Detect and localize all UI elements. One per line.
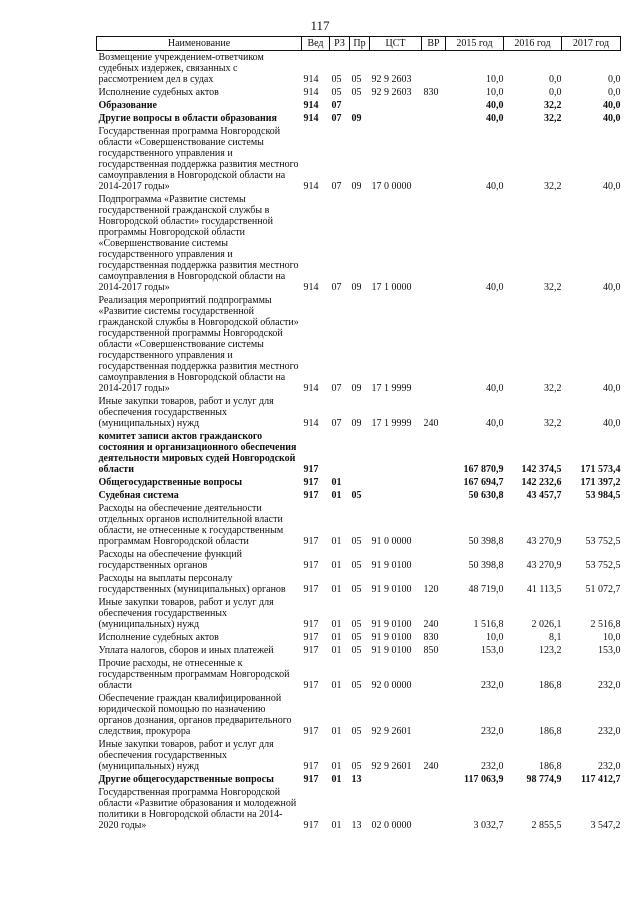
cell-name: Государственная программа Новгородской области «Совершенствование системы государственного управления и государственная поддержка развития местного самоуправления в Новгородской области на 2014-2017 годы» xyxy=(98,126,299,192)
cell-pr: 05 xyxy=(351,632,362,643)
cell-2017: 171 573,4 xyxy=(580,464,621,475)
cell-rz: 01 xyxy=(331,584,342,595)
table-row xyxy=(97,294,621,395)
cell-vr: 240 xyxy=(423,761,439,772)
cell-ved: 917 xyxy=(303,726,319,737)
cell-2017: 153,0 xyxy=(598,645,621,656)
table-row xyxy=(97,112,621,125)
cell-name: Возмещение учреждением-ответчиком судебных издержек, связанных с рассмотрением дел в судах xyxy=(98,52,264,85)
cell-2017: 40,0 xyxy=(603,418,621,429)
budget-table xyxy=(96,36,621,832)
cell-2015: 232,0 xyxy=(481,761,504,772)
cell-name: Расходы на обеспечение функций государственных органов xyxy=(98,549,242,571)
cell-pr: 05 xyxy=(351,536,362,547)
cell-2015: 40,0 xyxy=(486,113,504,124)
cell-pr xyxy=(350,99,370,112)
cell-ved: 917 xyxy=(303,536,319,547)
cell-vr xyxy=(422,430,446,476)
cell-name: Иные закупки товаров, работ и услуг для обеспечения государственных (муниципальных) нужд xyxy=(98,597,274,630)
cell-2016: 41 113,5 xyxy=(526,584,562,595)
cell-rz: 01 xyxy=(331,820,342,831)
cell-vr xyxy=(422,193,446,294)
cell-cst xyxy=(370,773,422,786)
cell-rz: 07 xyxy=(331,181,342,192)
table-row xyxy=(97,773,621,786)
cell-cst xyxy=(370,112,422,125)
cell-2015: 10,0 xyxy=(486,74,504,85)
cell-2016: 43 270,9 xyxy=(526,536,562,547)
cell-vr xyxy=(422,294,446,395)
table-row xyxy=(97,572,621,596)
cell-ved: 917 xyxy=(303,761,319,772)
cell-rz: 01 xyxy=(331,619,342,630)
cell-2015: 167 694,7 xyxy=(463,477,504,488)
cell-2015: 1 516,8 xyxy=(473,619,504,630)
cell-2015: 3 032,7 xyxy=(473,820,504,831)
cell-2017: 40,0 xyxy=(603,181,621,192)
cell-2015: 167 870,9 xyxy=(463,464,504,475)
cell-2017: 232,0 xyxy=(598,726,621,737)
cell-name: Исполнение судебных актов xyxy=(98,87,219,98)
cell-2015: 48 719,0 xyxy=(468,584,504,595)
cell-ved: 917 xyxy=(303,584,319,595)
cell-cst: 17 1 9999 xyxy=(371,418,412,429)
header-2017: 2017 год xyxy=(562,37,621,51)
cell-ved: 917 xyxy=(303,632,319,643)
table-row xyxy=(97,502,621,548)
cell-2015: 50 630,8 xyxy=(468,490,504,501)
header-pr: Пр xyxy=(350,37,370,51)
cell-2016: 2 026,1 xyxy=(531,619,562,630)
table-header xyxy=(97,37,621,51)
cell-cst: 92 0 0000 xyxy=(371,680,412,691)
cell-2016: 32,2 xyxy=(544,113,562,124)
cell-pr: 09 xyxy=(351,181,362,192)
cell-cst: 91 9 0100 xyxy=(371,632,412,643)
cell-pr: 05 xyxy=(351,726,362,737)
cell-cst xyxy=(370,489,422,502)
table-row xyxy=(97,548,621,572)
cell-cst: 92 9 2603 xyxy=(371,74,412,85)
cell-cst: 91 9 0100 xyxy=(371,584,412,595)
cell-ved: 914 xyxy=(303,74,319,85)
cell-rz: 01 xyxy=(331,680,342,691)
cell-vr xyxy=(422,112,446,125)
cell-2016: 32,2 xyxy=(544,418,562,429)
header-2015: 2015 год xyxy=(446,37,504,51)
cell-rz: 07 xyxy=(331,418,342,429)
cell-name: Образование xyxy=(98,100,157,111)
cell-2016: 142 232,6 xyxy=(521,477,562,488)
cell-name: Иные закупки товаров, работ и услуг для обеспечения государственных (муниципальных) нужд xyxy=(98,396,274,429)
cell-name: Расходы на обеспечение деятельности отдельных органов исполнительной власти области, не отнесенные к государственным программам Новгородской области xyxy=(98,503,284,547)
cell-2016: 8,1 xyxy=(549,632,562,643)
cell-pr: 05 xyxy=(351,560,362,571)
cell-vr xyxy=(422,502,446,548)
cell-cst xyxy=(370,99,422,112)
cell-vr: 240 xyxy=(423,418,439,429)
cell-rz: 01 xyxy=(331,560,342,571)
cell-pr: 09 xyxy=(351,418,362,429)
cell-ved: 914 xyxy=(303,181,319,192)
cell-vr xyxy=(422,692,446,738)
cell-cst xyxy=(370,476,422,489)
table-row xyxy=(97,125,621,193)
cell-ved: 917 xyxy=(303,490,319,501)
header-name: Наименование xyxy=(97,37,302,51)
table-body xyxy=(97,51,621,833)
cell-name: Обеспечение граждан квалифицированной юридической помощью по назначению органов дознания, органов предварительного следствия, прокурора xyxy=(98,693,292,737)
cell-name: Реализация мероприятий подпрограммы «Развитие системы государственной гражданской службы в Новгородской области» государственной программы Новгородской области «Совершенствование системы государственного управления и государственная поддержка развития местного самоуправления в Новгородской области на 2014-2017 годы» xyxy=(98,295,299,394)
cell-ved: 917 xyxy=(303,774,319,785)
cell-pr: 13 xyxy=(351,774,362,785)
cell-2016: 43 270,9 xyxy=(526,560,562,571)
cell-ved: 917 xyxy=(303,619,319,630)
table-row xyxy=(97,99,621,112)
cell-2017: 117 412,7 xyxy=(581,774,621,785)
header-cst: ЦСТ xyxy=(370,37,422,51)
cell-rz: 05 xyxy=(331,87,342,98)
cell-pr: 13 xyxy=(351,820,362,831)
cell-pr: 05 xyxy=(351,680,362,691)
cell-2017: 53 984,5 xyxy=(585,490,621,501)
cell-2016: 43 457,7 xyxy=(526,490,562,501)
cell-vr: 830 xyxy=(423,87,439,98)
cell-rz: 01 xyxy=(331,536,342,547)
cell-ved: 914 xyxy=(303,113,319,124)
cell-rz: 01 xyxy=(331,490,342,501)
cell-pr: 09 xyxy=(351,113,362,124)
cell-rz: 01 xyxy=(331,645,342,656)
cell-pr xyxy=(350,476,370,489)
cell-name: Исполнение судебных актов xyxy=(98,632,219,643)
cell-2016: 32,2 xyxy=(544,282,562,293)
cell-rz: 01 xyxy=(331,726,342,737)
cell-2017: 232,0 xyxy=(598,680,621,691)
cell-name: комитет записи актов гражданского состояния и организационного обеспечения деятельности мировых судей Новгородской области xyxy=(98,431,297,475)
cell-2016: 0,0 xyxy=(549,74,562,85)
cell-2016: 142 374,5 xyxy=(521,464,562,475)
cell-cst: 92 9 2601 xyxy=(371,761,412,772)
cell-rz: 01 xyxy=(331,632,342,643)
cell-pr: 05 xyxy=(351,645,362,656)
cell-pr: 09 xyxy=(351,383,362,394)
table-row xyxy=(97,430,621,476)
cell-pr: 05 xyxy=(351,619,362,630)
cell-2016: 123,2 xyxy=(539,645,562,656)
cell-2015: 232,0 xyxy=(481,726,504,737)
cell-2017: 40,0 xyxy=(603,282,621,293)
cell-vr xyxy=(422,489,446,502)
cell-name: Иные закупки товаров, работ и услуг для обеспечения государственных (муниципальных) нужд xyxy=(98,739,274,772)
cell-2017: 171 397,2 xyxy=(580,477,621,488)
cell-2017: 3 547,2 xyxy=(590,820,621,831)
cell-2017: 51 072,7 xyxy=(585,584,621,595)
cell-2017: 232,0 xyxy=(598,761,621,772)
table-row xyxy=(97,657,621,692)
cell-2015: 40,0 xyxy=(486,181,504,192)
table-row xyxy=(97,631,621,644)
header-2016: 2016 год xyxy=(504,37,562,51)
cell-ved: 914 xyxy=(303,282,319,293)
cell-rz xyxy=(330,430,350,476)
cell-vr xyxy=(422,125,446,193)
header-vr: ВР xyxy=(422,37,446,51)
cell-cst: 92 9 2601 xyxy=(371,726,412,737)
cell-vr xyxy=(422,99,446,112)
cell-2017: 10,0 xyxy=(603,632,621,643)
cell-name: Уплата налогов, сборов и иных платежей xyxy=(98,645,274,656)
cell-ved: 917 xyxy=(303,820,319,831)
cell-name: Расходы на выплаты персоналу государственных (муниципальных) органов xyxy=(98,573,286,595)
cell-2017: 40,0 xyxy=(603,383,621,394)
cell-cst: 91 9 0100 xyxy=(371,560,412,571)
table-row xyxy=(97,738,621,773)
cell-rz: 07 xyxy=(331,100,342,111)
cell-vr xyxy=(422,51,446,87)
cell-ved: 914 xyxy=(303,87,319,98)
cell-rz: 07 xyxy=(331,113,342,124)
cell-2015: 40,0 xyxy=(486,383,504,394)
cell-cst: 91 9 0100 xyxy=(371,619,412,630)
cell-ved: 914 xyxy=(303,418,319,429)
cell-name: Государственная программа Новгородской области «Развитие образования и молодежной политики в Новгородской области на 2014-2020 годы» xyxy=(98,787,297,831)
cell-rz: 01 xyxy=(331,477,342,488)
cell-name: Другие вопросы в области образования xyxy=(98,113,277,124)
cell-cst: 02 0 0000 xyxy=(371,820,412,831)
table-row xyxy=(97,786,621,832)
header-row xyxy=(97,37,621,51)
cell-2016: 32,2 xyxy=(544,100,562,111)
cell-rz: 05 xyxy=(331,74,342,85)
cell-2016: 98 774,9 xyxy=(526,774,562,785)
cell-2015: 10,0 xyxy=(486,87,504,98)
cell-rz: 01 xyxy=(331,761,342,772)
cell-cst: 92 9 2603 xyxy=(371,87,412,98)
cell-2015: 117 063,9 xyxy=(464,774,504,785)
cell-name: Судебная система xyxy=(98,490,179,501)
cell-2016: 186,8 xyxy=(539,726,562,737)
cell-2017: 0,0 xyxy=(608,74,621,85)
cell-2015: 153,0 xyxy=(481,645,504,656)
cell-2017: 40,0 xyxy=(603,100,621,111)
table-row xyxy=(97,489,621,502)
cell-name: Другие общегосударственные вопросы xyxy=(98,774,274,785)
cell-cst: 17 0 0000 xyxy=(371,181,412,192)
page-number: 117 xyxy=(310,18,330,33)
cell-2017: 40,0 xyxy=(603,113,621,124)
cell-2016: 32,2 xyxy=(544,383,562,394)
cell-2016: 2 855,5 xyxy=(531,820,562,831)
cell-cst: 17 1 0000 xyxy=(371,282,412,293)
cell-cst xyxy=(370,430,422,476)
cell-ved: 917 xyxy=(303,560,319,571)
cell-2017: 2 516,8 xyxy=(590,619,621,630)
cell-vr xyxy=(422,786,446,832)
cell-2015: 50 398,8 xyxy=(468,536,504,547)
header-ved: Вед xyxy=(302,37,330,51)
header-rz: РЗ xyxy=(330,37,350,51)
cell-vr xyxy=(422,476,446,489)
cell-2015: 40,0 xyxy=(486,418,504,429)
cell-vr xyxy=(422,548,446,572)
table-row xyxy=(97,395,621,430)
cell-cst: 91 9 0100 xyxy=(371,645,412,656)
cell-rz: 07 xyxy=(331,383,342,394)
cell-cst: 17 1 9999 xyxy=(371,383,412,394)
cell-ved: 917 xyxy=(303,645,319,656)
cell-pr: 05 xyxy=(351,490,362,501)
table-row xyxy=(97,692,621,738)
cell-2017: 53 752,5 xyxy=(585,536,621,547)
cell-2016: 186,8 xyxy=(539,680,562,691)
cell-2015: 232,0 xyxy=(481,680,504,691)
cell-pr: 05 xyxy=(351,584,362,595)
cell-2017: 0,0 xyxy=(608,87,621,98)
table-row xyxy=(97,644,621,657)
cell-rz: 01 xyxy=(331,774,342,785)
table-row xyxy=(97,51,621,87)
cell-2015: 40,0 xyxy=(486,282,504,293)
cell-ved: 914 xyxy=(303,100,319,111)
cell-vr: 850 xyxy=(423,645,439,656)
cell-2015: 10,0 xyxy=(486,632,504,643)
cell-vr: 120 xyxy=(423,584,439,595)
cell-pr xyxy=(350,430,370,476)
cell-2015: 40,0 xyxy=(486,100,504,111)
cell-cst: 91 0 0000 xyxy=(371,536,412,547)
cell-2016: 0,0 xyxy=(549,87,562,98)
cell-2016: 32,2 xyxy=(544,181,562,192)
cell-ved: 917 xyxy=(303,477,319,488)
cell-pr: 05 xyxy=(351,87,362,98)
table-row xyxy=(97,193,621,294)
cell-pr: 05 xyxy=(351,761,362,772)
table-row xyxy=(97,86,621,99)
cell-ved: 917 xyxy=(303,464,319,475)
cell-pr: 09 xyxy=(351,282,362,293)
cell-vr: 830 xyxy=(423,632,439,643)
cell-vr: 240 xyxy=(423,619,439,630)
cell-vr xyxy=(422,773,446,786)
cell-rz: 07 xyxy=(331,282,342,293)
table-row xyxy=(97,596,621,631)
cell-ved: 917 xyxy=(303,680,319,691)
cell-pr: 05 xyxy=(351,74,362,85)
cell-ved: 914 xyxy=(303,383,319,394)
table-row xyxy=(97,476,621,489)
cell-name: Общегосударственные вопросы xyxy=(98,477,243,488)
cell-2015: 50 398,8 xyxy=(468,560,504,571)
cell-name: Прочие расходы, не отнесенные к государственным программам Новгородской области xyxy=(98,658,290,691)
cell-2016: 186,8 xyxy=(539,761,562,772)
cell-2017: 53 752,5 xyxy=(585,560,621,571)
cell-vr xyxy=(422,657,446,692)
cell-name: Подпрограмма «Развитие системы государственной гражданской службы в Новгородской области» государственной программы Новгородской области «Совершенствование системы государственного управления и государственная поддержка развития местного самоуправления в Новгородской области на 2014-2017 годы» xyxy=(98,194,299,293)
